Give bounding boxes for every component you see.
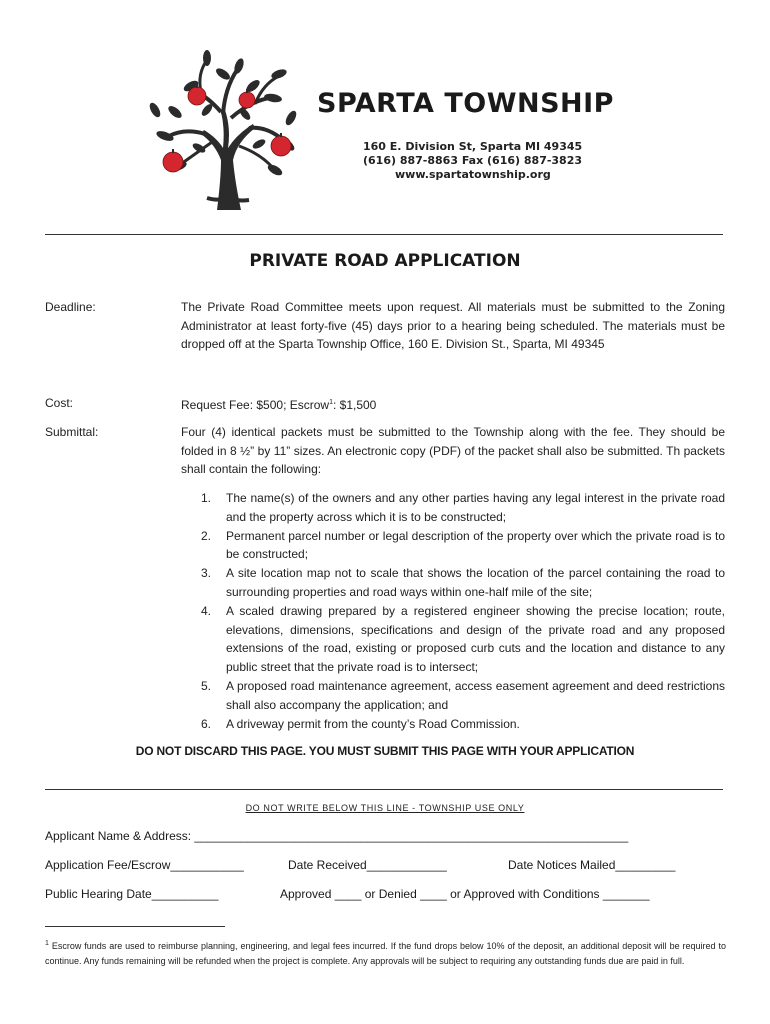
org-website: www.spartatownship.org (395, 168, 551, 181)
list-item (201, 677, 725, 715)
cost-footnote-mark: 1 (329, 399, 333, 406)
cost-label: Cost: (45, 396, 74, 410)
deadline-label: Deadline: (45, 300, 96, 314)
apple-tree-logo-icon (145, 48, 305, 216)
cost-text (181, 394, 725, 415)
deadline-text: The Private Road Committee meets upon request. All materials must be submitted to the Zoning Administrator at least forty-five (45) days prior to a hearing being scheduled. The materials must be dropped off at the Sparta Township Office, 160 E. Division St., Sparta, MI 49345 (181, 300, 725, 352)
list-item (201, 527, 725, 565)
footnote-divider (45, 926, 225, 927)
decision-field[interactable]: Approved ____ or Denied ____ or Approved with Conditions _______ (280, 887, 650, 901)
list-item-text: The name(s) of the owners and any other parties having any legal interest in the private road and the property across which it is to be constructed; (226, 491, 725, 524)
list-item-text: A scaled drawing prepared by a registered engineer showing the precise location; route, elevations, dimensions, specifications and design of the private road and any proposed extensions of the road, existing or proposed curb cuts and the location and distance to any public street that the private road is to intersect; (226, 603, 725, 675)
page-title: PRIVATE ROAD APPLICATION (249, 251, 521, 271)
list-item (201, 715, 725, 734)
cost-text-after: : $1,500 (332, 398, 377, 412)
list-item-number: 5. (201, 678, 212, 693)
submittal-text: Four (4) identical packets must be submitted to the Township along with the fee. They should be folded in 8 ½” by 11” sizes. An electronic copy (PDF) of the packet shall also be submitted. Th packets shall contain the following: (181, 425, 725, 477)
list-item-number: 2. (201, 528, 212, 543)
org-phone-fax: (616) 887-8863 Fax (616) 887-3823 (363, 154, 583, 167)
footnote (45, 936, 726, 969)
application-fee-escrow-field[interactable]: Application Fee/Escrow___________ (45, 858, 244, 872)
list-item-text: A driveway permit from the county’s Road Commission. (226, 716, 520, 731)
list-item-text: A site location map not to scale that shows the location of the parcel containing the road to surrounding properties and road ways within one-half mile of the site; (226, 566, 725, 599)
public-hearing-date-field[interactable]: Public Hearing Date__________ (45, 887, 219, 901)
submittal-requirements-list (201, 489, 725, 733)
submit-notice: DO NOT DISCARD THIS PAGE. YOU MUST SUBMIT THIS PAGE WITH YOUR APPLICATION (135, 744, 635, 758)
list-item-number: 6. (201, 716, 212, 731)
org-address: 160 E. Division St, Sparta MI 49345 (363, 140, 583, 153)
header-divider (45, 234, 723, 235)
applicant-name-address-field[interactable]: Applicant Name & Address: _________________________________________________________________ (45, 829, 629, 843)
list-item-number: 1. (201, 491, 212, 505)
list-item-number: 4. (201, 603, 212, 618)
cost-text-before: Request Fee: $500; Escrow (181, 398, 330, 412)
office-use-divider (45, 789, 723, 790)
letterhead (145, 48, 625, 216)
submittal-label: Submittal: (45, 425, 99, 439)
list-item-text: Permanent parcel number or legal description of the property over which the private road is to be constructed; (226, 528, 725, 562)
list-item (201, 489, 725, 527)
date-notices-mailed-field[interactable]: Date Notices Mailed_________ (508, 858, 676, 872)
list-item-number: 3. (201, 566, 212, 581)
list-item-text: A proposed road maintenance agreement, access easement agreement and deed restrictions shall also accompany the application; and (226, 678, 725, 712)
org-name: SPARTA TOWNSHIP (317, 88, 614, 119)
footnote-mark: 1 (45, 940, 49, 947)
date-received-field[interactable]: Date Received____________ (288, 858, 447, 872)
list-item (201, 602, 725, 677)
list-item (201, 564, 725, 602)
footnote-text: Escrow funds are used to reimburse planning, engineering, and legal fees incurred. If the fund drops below 10% of the deposit, an additional deposit will be required to continue. Any funds remaining will be refunded when the project is complete. Any approvals will be subject to requiring any outstanding funds due are paid in full. (45, 941, 726, 966)
office-use-heading: DO NOT WRITE BELOW THIS LINE - TOWNSHIP USE ONLY (245, 803, 525, 813)
